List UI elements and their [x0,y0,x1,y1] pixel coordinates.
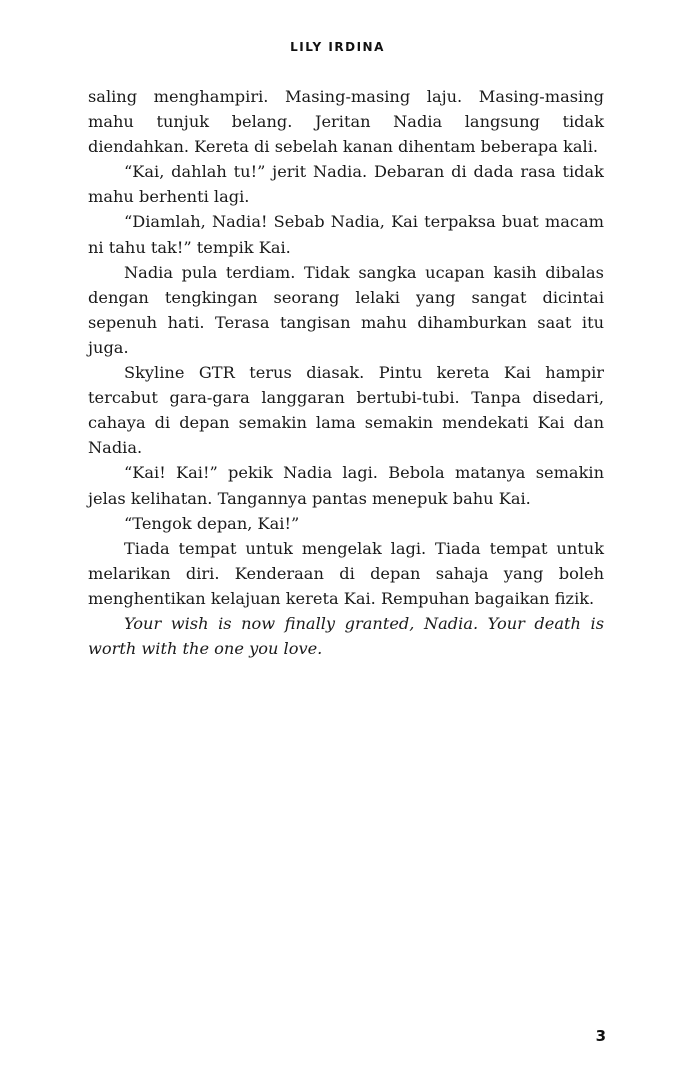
paragraph: Nadia pula terdiam. Tidak sangka ucapan kasih dibalas dengan tengkingan seorang lelaki yang sangat dicintai sepenuh hati. Terasa tangisan mahu dihamburkan saat itu juga. [88,262,604,357]
paragraph: Skyline GTR terus diasak. Pintu kereta Kai hampir tercabut gara-gara langgaran bertubi-tubi. Tanpa disedari, cahaya di depan semakin lama semakin mendekati Kai dan Nadia. [88,363,604,458]
paragraph: “Diamlah, Nadia! Sebab Nadia, Kai terpaksa buat macam ni tahu tak!” tempik Kai. [88,212,604,257]
running-head: LILY IRDINA [290,40,385,54]
italic-paragraph: Your wish is now finally granted, Nadia. Your death is worth with the one you love. [88,613,604,659]
body-text [88,84,604,661]
paragraph: “Tengok depan, Kai!” [124,513,300,533]
page-number: 3 [595,1027,606,1045]
paragraph: “Kai, dahlah tu!” jerit Nadia. Debaran di dada rasa tidak mahu berhenti lagi. [88,162,604,207]
paragraph: saling menghampiri. Masing-masing laju. Masing-masing mahu tunjuk belang. Jeritan Nadia langsung tidak diendahkan. Kereta di sebelah kanan dihentam beberapa kali. [88,87,604,157]
paragraph: Tiada tempat untuk mengelak lagi. Tiada tempat untuk melarikan diri. Kenderaan di depan sahaja yang boleh menghentikan kelajuan kereta Kai. Rempuhan bagaikan fizik. [88,538,604,608]
paragraph: “Kai! Kai!” pekik Nadia lagi. Bebola matanya semakin jelas kelihatan. Tangannya pantas menepuk bahu Kai. [88,463,604,508]
